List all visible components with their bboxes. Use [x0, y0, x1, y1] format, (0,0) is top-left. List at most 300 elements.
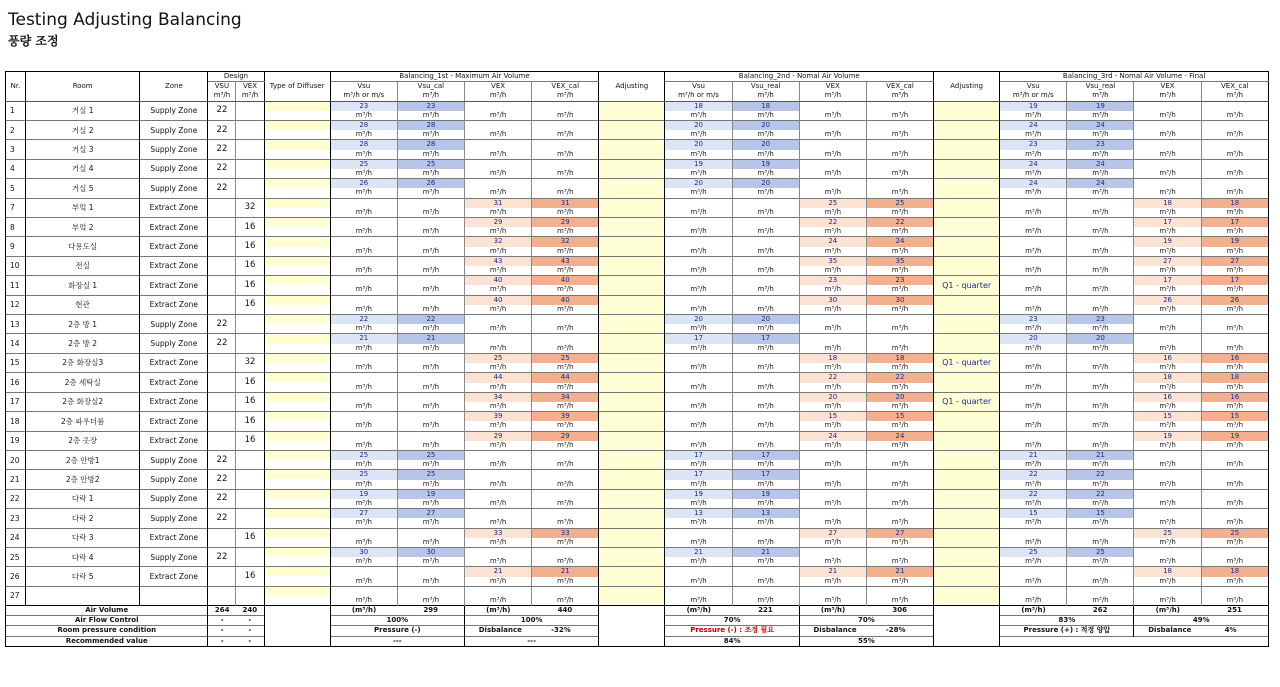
- calc-vex: 23: [866, 276, 933, 286]
- calc-vex: 43: [532, 256, 599, 266]
- diffuser-input[interactable]: [265, 548, 330, 557]
- adjusting-cell-2[interactable]: [934, 586, 1000, 605]
- summary-b2-flow-su: 70%: [665, 616, 799, 626]
- table-row: [6, 412, 1269, 422]
- diffuser-type-blank: [264, 538, 330, 548]
- adjusting-cell-2[interactable]: [934, 121, 1000, 140]
- diffuser-type-field[interactable]: [264, 353, 330, 363]
- measured-vex: 18: [1134, 198, 1201, 208]
- adjusting-cell-2[interactable]: [934, 315, 1000, 334]
- calc-vex: 15: [866, 412, 933, 422]
- diffuser-input[interactable]: [265, 490, 330, 499]
- unit-label: m³/h: [1134, 285, 1201, 295]
- diffuser-type-blank: [264, 266, 330, 276]
- unit-label: m³/h: [690, 557, 707, 566]
- measured-vex: [1134, 586, 1201, 596]
- measured-vsu: 21: [665, 547, 732, 557]
- measured-vex: 22: [799, 373, 866, 383]
- adjusting-cell-1[interactable]: [599, 140, 665, 159]
- adjusting-cell-1[interactable]: [599, 373, 665, 392]
- row-number: 19: [6, 431, 26, 450]
- unit-label: m³/h: [690, 324, 707, 333]
- adjusting-cell-1[interactable]: [599, 489, 665, 508]
- adjusting-cell-1[interactable]: [599, 315, 665, 334]
- summary-room-pressure-label: Room pressure condition: [6, 626, 208, 636]
- summary-diffuser-blank: [264, 605, 330, 646]
- unit-label: m³/h: [799, 247, 866, 257]
- unit-label: m³/h: [532, 111, 599, 121]
- diffuser-type-field[interactable]: [264, 295, 330, 305]
- diffuser-type-field[interactable]: [264, 101, 330, 111]
- diffuser-type-field[interactable]: [264, 509, 330, 519]
- measured-vsu: [1000, 586, 1067, 596]
- adjusting-cell-2[interactable]: [934, 412, 1000, 431]
- calc-vsu: 15: [1067, 509, 1134, 519]
- adjusting-cell-1[interactable]: [599, 353, 665, 372]
- adjusting-cell-1[interactable]: [599, 295, 665, 314]
- adjusting-cell-2[interactable]: [934, 179, 1000, 198]
- diffuser-type-field[interactable]: [264, 586, 330, 596]
- adjusting-cell-2[interactable]: [934, 528, 1000, 547]
- unit-label: m³/h: [732, 247, 799, 257]
- diffuser-type-field[interactable]: [264, 237, 330, 247]
- measured-vex: [464, 489, 531, 499]
- unit-label: m³/h: [1134, 538, 1201, 548]
- measured-vex: [1134, 315, 1201, 325]
- room-name: 다락 5: [26, 567, 140, 586]
- summary-b1-unit-2: (m³/h): [486, 605, 511, 614]
- measured-vex: 24: [799, 237, 866, 247]
- room-name: 화장실 1: [26, 276, 140, 295]
- diffuser-input[interactable]: [265, 393, 330, 402]
- measured-vex: 16: [1134, 392, 1201, 402]
- row-number: 18: [6, 412, 26, 431]
- adjusting-cell-2[interactable]: [934, 509, 1000, 528]
- adjusting-cell-1[interactable]: [599, 528, 665, 547]
- diffuser-input[interactable]: [265, 451, 330, 460]
- unit-label: m³/h: [732, 285, 799, 295]
- diffuser-type-blank: [264, 480, 330, 490]
- unit-label: m³/h: [532, 169, 599, 179]
- zone-name: Extract Zone: [140, 295, 208, 314]
- diffuser-type-field[interactable]: [264, 334, 330, 344]
- calc-vsu: [1067, 431, 1134, 441]
- diffuser-input[interactable]: [265, 315, 330, 324]
- diffuser-type-blank: [264, 383, 330, 393]
- unit-label: m³/h: [732, 208, 799, 218]
- adjusting-cell-2[interactable]: [934, 373, 1000, 392]
- design-vsu: 22: [208, 489, 236, 508]
- adjusting-cell-1[interactable]: [599, 276, 665, 295]
- calc-vex: [1201, 315, 1268, 325]
- unit-label: m³/h: [732, 150, 799, 160]
- table-row: [6, 315, 1269, 325]
- adjusting-cell-2[interactable]: [934, 218, 1000, 237]
- adjusting-cell-1[interactable]: [599, 509, 665, 528]
- unit-label: m³/h: [397, 557, 464, 567]
- unit-label: m³/h: [866, 150, 933, 160]
- adjusting-cell-2[interactable]: [934, 334, 1000, 353]
- unit-label: m³/h: [1067, 460, 1134, 470]
- calc-vex: [532, 586, 599, 596]
- diffuser-type-field[interactable]: [264, 450, 330, 460]
- unit-label: m³/h: [397, 285, 464, 295]
- header-b2-vex-cal: VEX_cal: [866, 82, 933, 92]
- calc-vex: [866, 179, 933, 189]
- unit-label: m³/h: [799, 324, 866, 334]
- diffuser-input[interactable]: [265, 470, 330, 479]
- unit-label: m³/h: [1067, 421, 1134, 431]
- diffuser-type-blank: [264, 285, 330, 295]
- adjusting-cell-1[interactable]: [599, 179, 665, 198]
- design-vex: [236, 334, 264, 353]
- design-vex: [236, 179, 264, 198]
- design-vex: 16: [236, 412, 264, 431]
- measured-vex: [464, 509, 531, 519]
- adjusting-cell-2[interactable]: [934, 470, 1000, 489]
- diffuser-input[interactable]: [265, 121, 330, 130]
- diffuser-type-field[interactable]: [264, 489, 330, 499]
- calc-vex: [1201, 489, 1268, 499]
- diffuser-type-field[interactable]: [264, 431, 330, 441]
- unit-label: m³/h: [532, 266, 599, 276]
- diffuser-type-field[interactable]: [264, 218, 330, 228]
- measured-vex: 24: [799, 431, 866, 441]
- adjusting-cell-2[interactable]: [934, 567, 1000, 586]
- calc-vsu: [732, 295, 799, 305]
- unit-label: m³/h: [732, 460, 799, 470]
- room-name: 2층 방 1: [26, 315, 140, 334]
- unit-label: m³/h: [1067, 208, 1134, 218]
- diffuser-type-blank: [264, 557, 330, 567]
- design-vsu: [208, 392, 236, 411]
- unit-label: m³/h: [1201, 169, 1268, 179]
- unit-label: m³/h: [1134, 188, 1201, 198]
- row-number: 8: [6, 218, 26, 237]
- diffuser-input[interactable]: [265, 296, 330, 305]
- adjusting-cell-2[interactable]: [934, 237, 1000, 256]
- diffuser-type-field[interactable]: [264, 315, 330, 325]
- unit-label: m³/h: [397, 324, 464, 334]
- adjusting-cell-1[interactable]: [599, 159, 665, 178]
- diffuser-input[interactable]: [265, 179, 330, 188]
- unit-label: m³/h: [799, 402, 866, 412]
- zone-name: Extract Zone: [140, 528, 208, 547]
- diffuser-type-field[interactable]: [264, 547, 330, 557]
- unit-label: m³/h: [532, 188, 599, 198]
- zone-name: Extract Zone: [140, 353, 208, 372]
- measured-vsu: [330, 567, 397, 577]
- calc-vsu: 17: [732, 470, 799, 480]
- measured-vsu: [665, 373, 732, 383]
- calc-vex: 22: [866, 218, 933, 228]
- adjusting-cell-1[interactable]: [599, 567, 665, 586]
- diffuser-input[interactable]: [265, 412, 330, 421]
- adjusting-cell-2[interactable]: [934, 101, 1000, 120]
- measured-vsu: 20: [665, 179, 732, 189]
- header-unit: m³/h: [1201, 91, 1268, 101]
- adjusting-cell-1[interactable]: [599, 121, 665, 140]
- calc-vsu: [1067, 353, 1134, 363]
- adjusting-cell-1[interactable]: [599, 431, 665, 450]
- measured-vsu: 19: [1000, 101, 1067, 111]
- diffuser-input[interactable]: [265, 354, 330, 363]
- adjusting-cell-2[interactable]: Q1 - quarter: [934, 276, 1000, 295]
- zone-name: Supply Zone: [140, 140, 208, 159]
- adjusting-cell-1[interactable]: [599, 101, 665, 120]
- unit-label: m³/h: [355, 188, 372, 197]
- zone-name: Extract Zone: [140, 567, 208, 586]
- unit-label: m³/h: [690, 382, 707, 391]
- adjusting-cell-2[interactable]: [934, 295, 1000, 314]
- zone-name: Extract Zone: [140, 276, 208, 295]
- calc-vex: 18: [866, 353, 933, 363]
- unit-label: m³/h: [690, 110, 707, 119]
- calc-vsu: 25: [1067, 547, 1134, 557]
- calc-vex: 25: [866, 198, 933, 208]
- room-name: 전실: [26, 256, 140, 275]
- measured-vex: [799, 509, 866, 519]
- diffuser-type-field[interactable]: [264, 159, 330, 169]
- unit-label: m³/h: [464, 247, 531, 257]
- unit-label: m³/h: [690, 440, 707, 449]
- diffuser-type-field[interactable]: [264, 256, 330, 266]
- calc-vsu: [732, 218, 799, 228]
- table-row: [6, 431, 1269, 441]
- design-vsu: [208, 567, 236, 586]
- unit-label: m³/h: [532, 344, 599, 354]
- row-number: 23: [6, 509, 26, 528]
- diffuser-input[interactable]: [265, 432, 330, 441]
- measured-vex: 18: [799, 353, 866, 363]
- header-unit: m³/h: [464, 91, 531, 101]
- measured-vex: 19: [1134, 237, 1201, 247]
- adjusting-cell-1[interactable]: [599, 586, 665, 605]
- unit-label: m³/h: [866, 577, 933, 587]
- measured-vsu: 17: [665, 334, 732, 344]
- design-vex: 16: [236, 276, 264, 295]
- adjusting-cell-2[interactable]: [934, 198, 1000, 217]
- unit-label: m³/h: [397, 383, 464, 393]
- design-vsu: [208, 218, 236, 237]
- measured-vsu: [330, 256, 397, 266]
- calc-vex: [866, 101, 933, 111]
- unit-label: m³/h: [732, 324, 799, 334]
- calc-vex: [866, 489, 933, 499]
- row-number: 9: [6, 237, 26, 256]
- header-unit: m³/h or m/s: [330, 91, 397, 101]
- unit-label: m³/h: [532, 363, 599, 373]
- diffuser-input[interactable]: [265, 102, 330, 111]
- unit-label: m³/h: [866, 460, 933, 470]
- unit-label: m³/h: [690, 343, 707, 352]
- page-title: Testing Adjusting Balancing: [8, 10, 242, 30]
- calc-vex: 40: [532, 295, 599, 305]
- diffuser-type-field[interactable]: [264, 373, 330, 383]
- header-adjusting-2: Adjusting: [934, 72, 1000, 102]
- diffuser-input[interactable]: [265, 373, 330, 382]
- adjusting-cell-2[interactable]: [934, 256, 1000, 275]
- table-row: [6, 373, 1269, 383]
- row-number: 25: [6, 547, 26, 566]
- diffuser-input[interactable]: [265, 276, 330, 285]
- unit-label: m³/h: [464, 402, 531, 412]
- adjusting-cell-2[interactable]: [934, 140, 1000, 159]
- row-number: 5: [6, 179, 26, 198]
- diffuser-type-blank: [264, 460, 330, 470]
- diffuser-type-field[interactable]: [264, 528, 330, 538]
- unit-label: m³/h: [1025, 304, 1042, 313]
- unit-label: m³/h: [1067, 596, 1134, 606]
- diffuser-type-blank: [264, 324, 330, 334]
- adjusting-cell-2[interactable]: [934, 489, 1000, 508]
- unit-label: m³/h: [355, 498, 372, 507]
- calc-vsu: 23: [1067, 315, 1134, 325]
- measured-vsu: 22: [330, 315, 397, 325]
- zone-name: Supply Zone: [140, 315, 208, 334]
- unit-label: m³/h: [464, 130, 531, 140]
- design-vex: 16: [236, 373, 264, 392]
- design-vex: [236, 470, 264, 489]
- header-zone: Zone: [140, 72, 208, 102]
- calc-vsu: [1067, 528, 1134, 538]
- summary-air-flow-dsu: -: [208, 616, 236, 626]
- unit-label: m³/h: [866, 305, 933, 315]
- adjusting-cell-2[interactable]: Q1 - quarter: [934, 353, 1000, 372]
- unit-label: m³/h: [690, 518, 707, 527]
- calc-vsu: 19: [1067, 101, 1134, 111]
- unit-label: m³/h: [1025, 537, 1042, 546]
- summary-b3-unit-1: (m³/h): [1021, 605, 1046, 614]
- zone-name: Supply Zone: [140, 121, 208, 140]
- adjusting-cell-1[interactable]: [599, 412, 665, 431]
- design-vsu: 22: [208, 121, 236, 140]
- adjusting-cell-1[interactable]: [599, 547, 665, 566]
- diffuser-input[interactable]: [265, 509, 330, 518]
- diffuser-type-field[interactable]: [264, 198, 330, 208]
- adjusting-cell-2[interactable]: Q1 - quarter: [934, 392, 1000, 411]
- adjusting-cell-1[interactable]: [599, 450, 665, 469]
- adjusting-cell-1[interactable]: [599, 470, 665, 489]
- adjusting-cell-1[interactable]: [599, 256, 665, 275]
- adjusting-cell-2[interactable]: [934, 159, 1000, 178]
- unit-label: m³/h: [1134, 383, 1201, 393]
- diffuser-input[interactable]: [265, 141, 330, 150]
- header-b2-vsu-real: Vsu_real: [732, 82, 799, 92]
- diffuser-type-field[interactable]: [264, 412, 330, 422]
- diffuser-input[interactable]: [265, 199, 330, 208]
- unit-label: m³/h: [532, 305, 599, 315]
- measured-vsu: 20: [665, 121, 732, 131]
- unit-label: m³/h: [799, 596, 866, 606]
- unit-label: m³/h: [355, 343, 372, 352]
- room-name: 다락 4: [26, 547, 140, 566]
- calc-vex: [532, 334, 599, 344]
- diffuser-type-field[interactable]: [264, 179, 330, 189]
- unit-label: m³/h: [355, 149, 372, 158]
- calc-vsu: [1067, 256, 1134, 266]
- measured-vex: 21: [799, 567, 866, 577]
- summary-b1-flow-su: 100%: [330, 616, 464, 626]
- unit-label: m³/h: [397, 169, 464, 179]
- measured-vsu: 25: [330, 450, 397, 460]
- adjusting-cell-1[interactable]: [599, 218, 665, 237]
- adjusting-cell-2[interactable]: [934, 547, 1000, 566]
- adjusting-cell-1[interactable]: [599, 392, 665, 411]
- measured-vex: 33: [464, 528, 531, 538]
- calc-vex: [532, 547, 599, 557]
- summary-b1-unit-1: (m³/h): [351, 605, 377, 614]
- diffuser-input[interactable]: [265, 587, 330, 596]
- calc-vsu: [397, 528, 464, 538]
- table-row: [6, 237, 1269, 247]
- diffuser-type-field[interactable]: [264, 140, 330, 150]
- unit-label: m³/h: [799, 188, 866, 198]
- unit-label: m³/h: [1134, 499, 1201, 509]
- diffuser-input[interactable]: [265, 257, 330, 266]
- diffuser-type-blank: [264, 188, 330, 198]
- diffuser-input[interactable]: [265, 160, 330, 169]
- adjusting-cell-1[interactable]: [599, 334, 665, 353]
- calc-vex: 35: [866, 256, 933, 266]
- diffuser-input[interactable]: [265, 218, 330, 227]
- adjusting-cell-1[interactable]: [599, 237, 665, 256]
- adjusting-cell-2[interactable]: [934, 431, 1000, 450]
- calc-vex: [1201, 470, 1268, 480]
- measured-vsu: [1000, 295, 1067, 305]
- diffuser-input[interactable]: [265, 529, 330, 538]
- unit-label: m³/h: [1067, 480, 1134, 490]
- diffuser-type-field[interactable]: [264, 276, 330, 286]
- diffuser-input[interactable]: [265, 335, 330, 344]
- unit-label: m³/h: [1025, 169, 1042, 178]
- unit-label: m³/h: [866, 480, 933, 490]
- diffuser-input[interactable]: [265, 238, 330, 247]
- table-row: [6, 276, 1269, 286]
- calc-vex: [1201, 179, 1268, 189]
- calc-vsu: 25: [397, 159, 464, 169]
- measured-vex: [464, 547, 531, 557]
- adjusting-cell-1[interactable]: [599, 198, 665, 217]
- unit-label: m³/h: [1134, 169, 1201, 179]
- calc-vex: [532, 509, 599, 519]
- adjusting-cell-2[interactable]: [934, 450, 1000, 469]
- calc-vex: 33: [532, 528, 599, 538]
- table-row: [6, 392, 1269, 402]
- calc-vsu: [397, 373, 464, 383]
- unit-label: m³/h: [464, 499, 531, 509]
- unit-label: m³/h: [1067, 150, 1134, 160]
- calc-vsu: [732, 412, 799, 422]
- unit-label: m³/h: [397, 460, 464, 470]
- calc-vex: 15: [1201, 412, 1268, 422]
- diffuser-type-field[interactable]: [264, 567, 330, 577]
- measured-vsu: [330, 412, 397, 422]
- diffuser-type-field[interactable]: [264, 392, 330, 402]
- unit-label: m³/h: [355, 537, 372, 546]
- measured-vex: [799, 470, 866, 480]
- diffuser-type-field[interactable]: [264, 470, 330, 480]
- diffuser-type-field[interactable]: [264, 121, 330, 131]
- diffuser-input[interactable]: [265, 567, 330, 576]
- unit-label: m³/h: [866, 363, 933, 373]
- design-vex: [236, 450, 264, 469]
- calc-vsu: 20: [732, 121, 799, 131]
- calc-vex: 21: [866, 567, 933, 577]
- measured-vsu: 19: [330, 489, 397, 499]
- unit-label: m³/h: [1134, 363, 1201, 373]
- measured-vsu: [665, 567, 732, 577]
